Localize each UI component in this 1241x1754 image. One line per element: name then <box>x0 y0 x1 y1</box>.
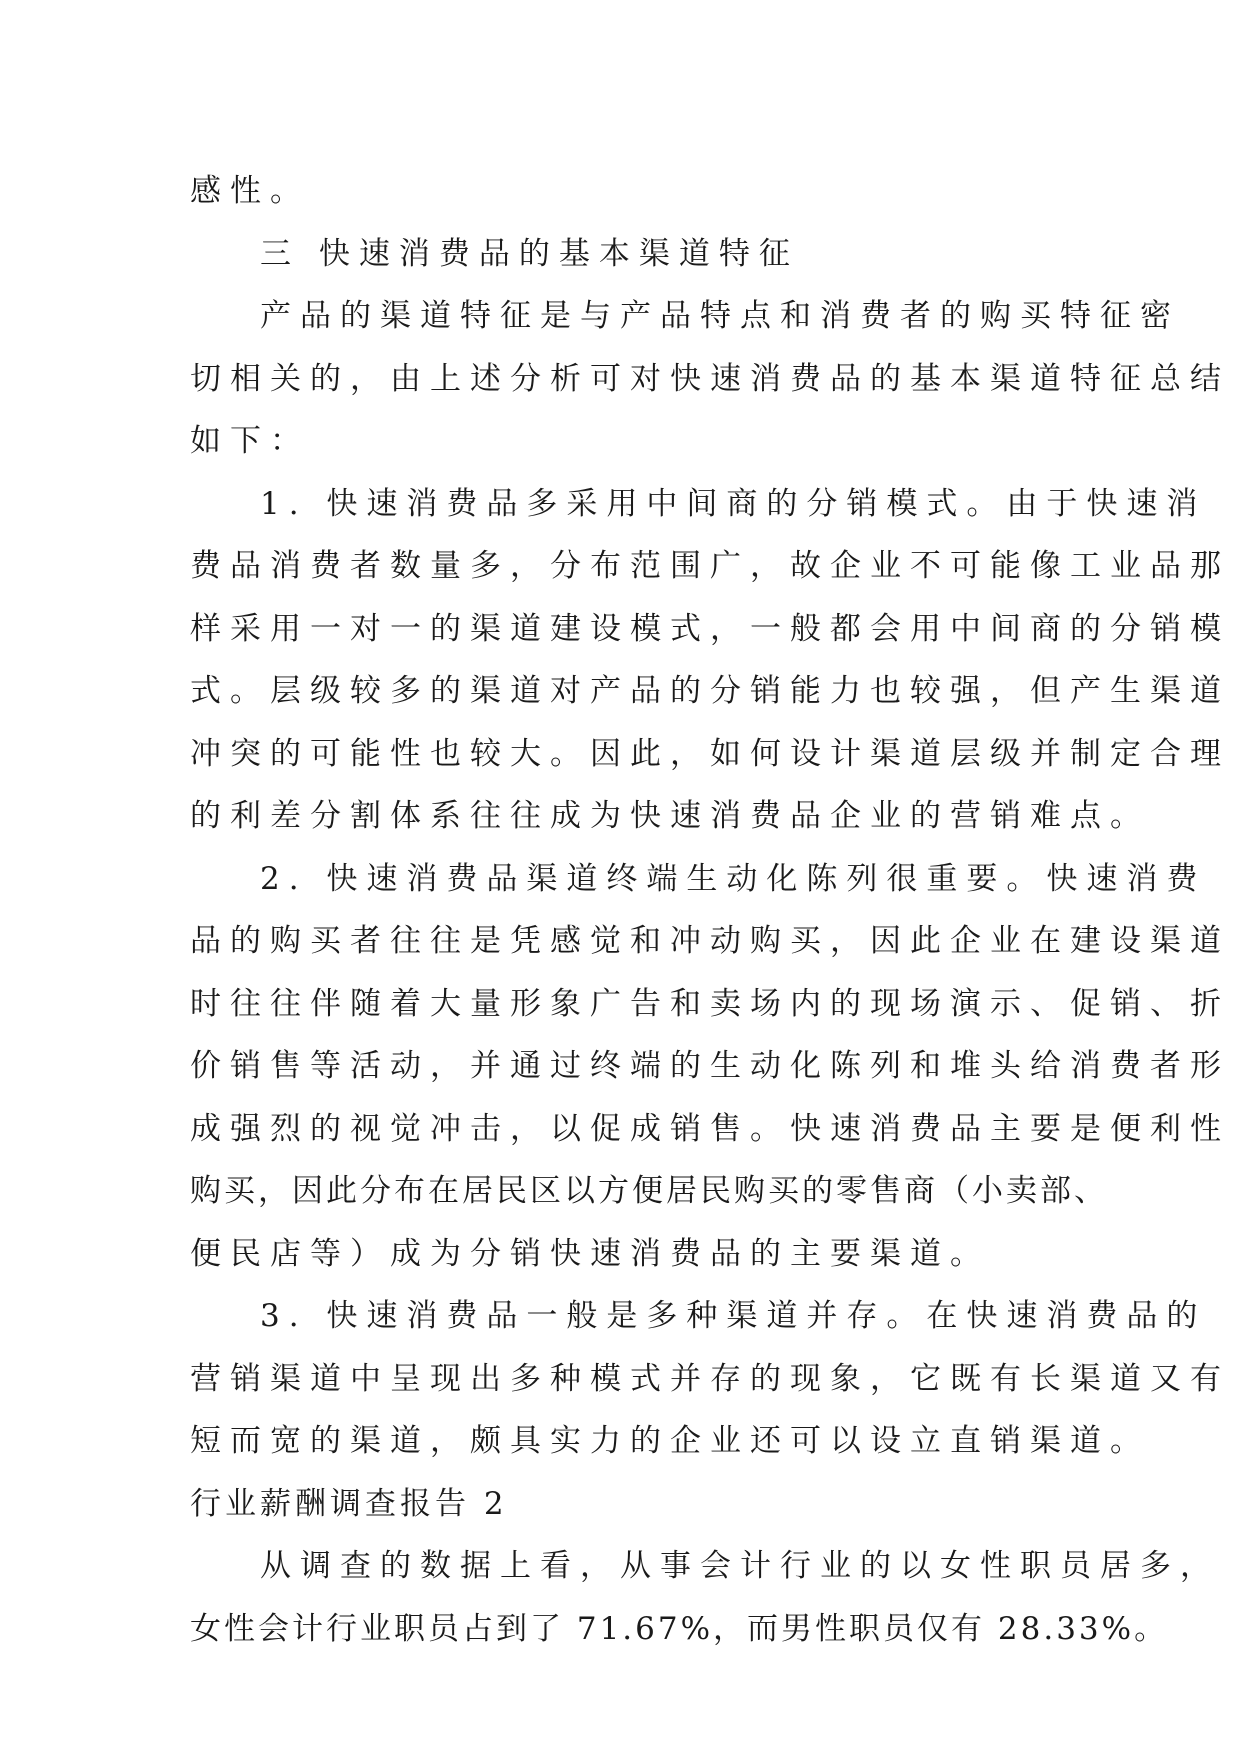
list-item-2-line-1: 2. 快速消费品渠道终端生动化陈列很重要。快速消费 <box>260 860 1207 897</box>
list-item-2-line-6: 购买，因此分布在居民区以方便居民购买的零售商（小卖部、 <box>190 1173 1108 1209</box>
text-line-4: 切相关的，由上述分析可对快速消费品的基本渠道特征总结 <box>190 360 1230 397</box>
list-item-1-line-6: 的利差分割体系往往成为快速消费品企业的营销难点。 <box>190 798 1150 834</box>
list-item-2-line-4: 价销售等活动，并通过终端的生动化陈列和堆头给消费者形 <box>190 1048 1230 1084</box>
list-item-3-line-2: 营销渠道中呈现出多种模式并存的现象，它既有长渠道又有 <box>190 1360 1230 1397</box>
list-item-2-line-7: 便民店等）成为分销快速消费品的主要渠道。 <box>190 1235 990 1272</box>
report-title: 行业薪酬调查报告 2 <box>190 1485 508 1522</box>
list-item-1-line-3: 样采用一对一的渠道建设模式，一般都会用中间商的分销模 <box>190 610 1230 647</box>
list-item-2-line-3: 时往往伴随着大量形象广告和卖场内的现场演示、促销、折 <box>190 985 1230 1022</box>
document-body <box>190 160 1230 1660</box>
report-text-line-1: 从调查的数据上看，从事会计行业的以女性职员居多， <box>260 1548 1220 1584</box>
list-item-2-line-2: 品的购买者往往是凭感觉和冲动购买，因此企业在建设渠道 <box>190 923 1230 959</box>
section-heading-3: 三 快速消费品的基本渠道特征 <box>260 235 799 272</box>
report-text-line-2: 女性会计行业职员占到了 71.67%，而男性职员仅有 28.33%。 <box>190 1610 1169 1647</box>
text-line-5: 如下： <box>190 423 310 459</box>
list-item-1-line-5: 冲突的可能性也较大。因此，如何设计渠道层级并制定合理 <box>190 735 1230 772</box>
text-line-3: 产品的渠道特征是与产品特点和消费者的购买特征密 <box>260 298 1180 334</box>
list-item-1-line-2: 费品消费者数量多，分布范围广，故企业不可能像工业品那 <box>190 548 1230 584</box>
list-item-1-line-1: 1. 快速消费品多采用中间商的分销模式。由于快速消 <box>260 485 1207 522</box>
list-item-3-line-3: 短而宽的渠道，颇具实力的企业还可以设立直销渠道。 <box>190 1423 1150 1459</box>
list-item-1-line-4: 式。层级较多的渠道对产品的分销能力也较强，但产生渠道 <box>190 673 1230 709</box>
list-item-2-line-5: 成强烈的视觉冲击，以促成销售。快速消费品主要是便利性 <box>190 1110 1230 1147</box>
text-line-1: 感性。 <box>190 173 310 209</box>
list-item-3-line-1: 3. 快速消费品一般是多种渠道并存。在快速消费品的 <box>260 1298 1207 1334</box>
